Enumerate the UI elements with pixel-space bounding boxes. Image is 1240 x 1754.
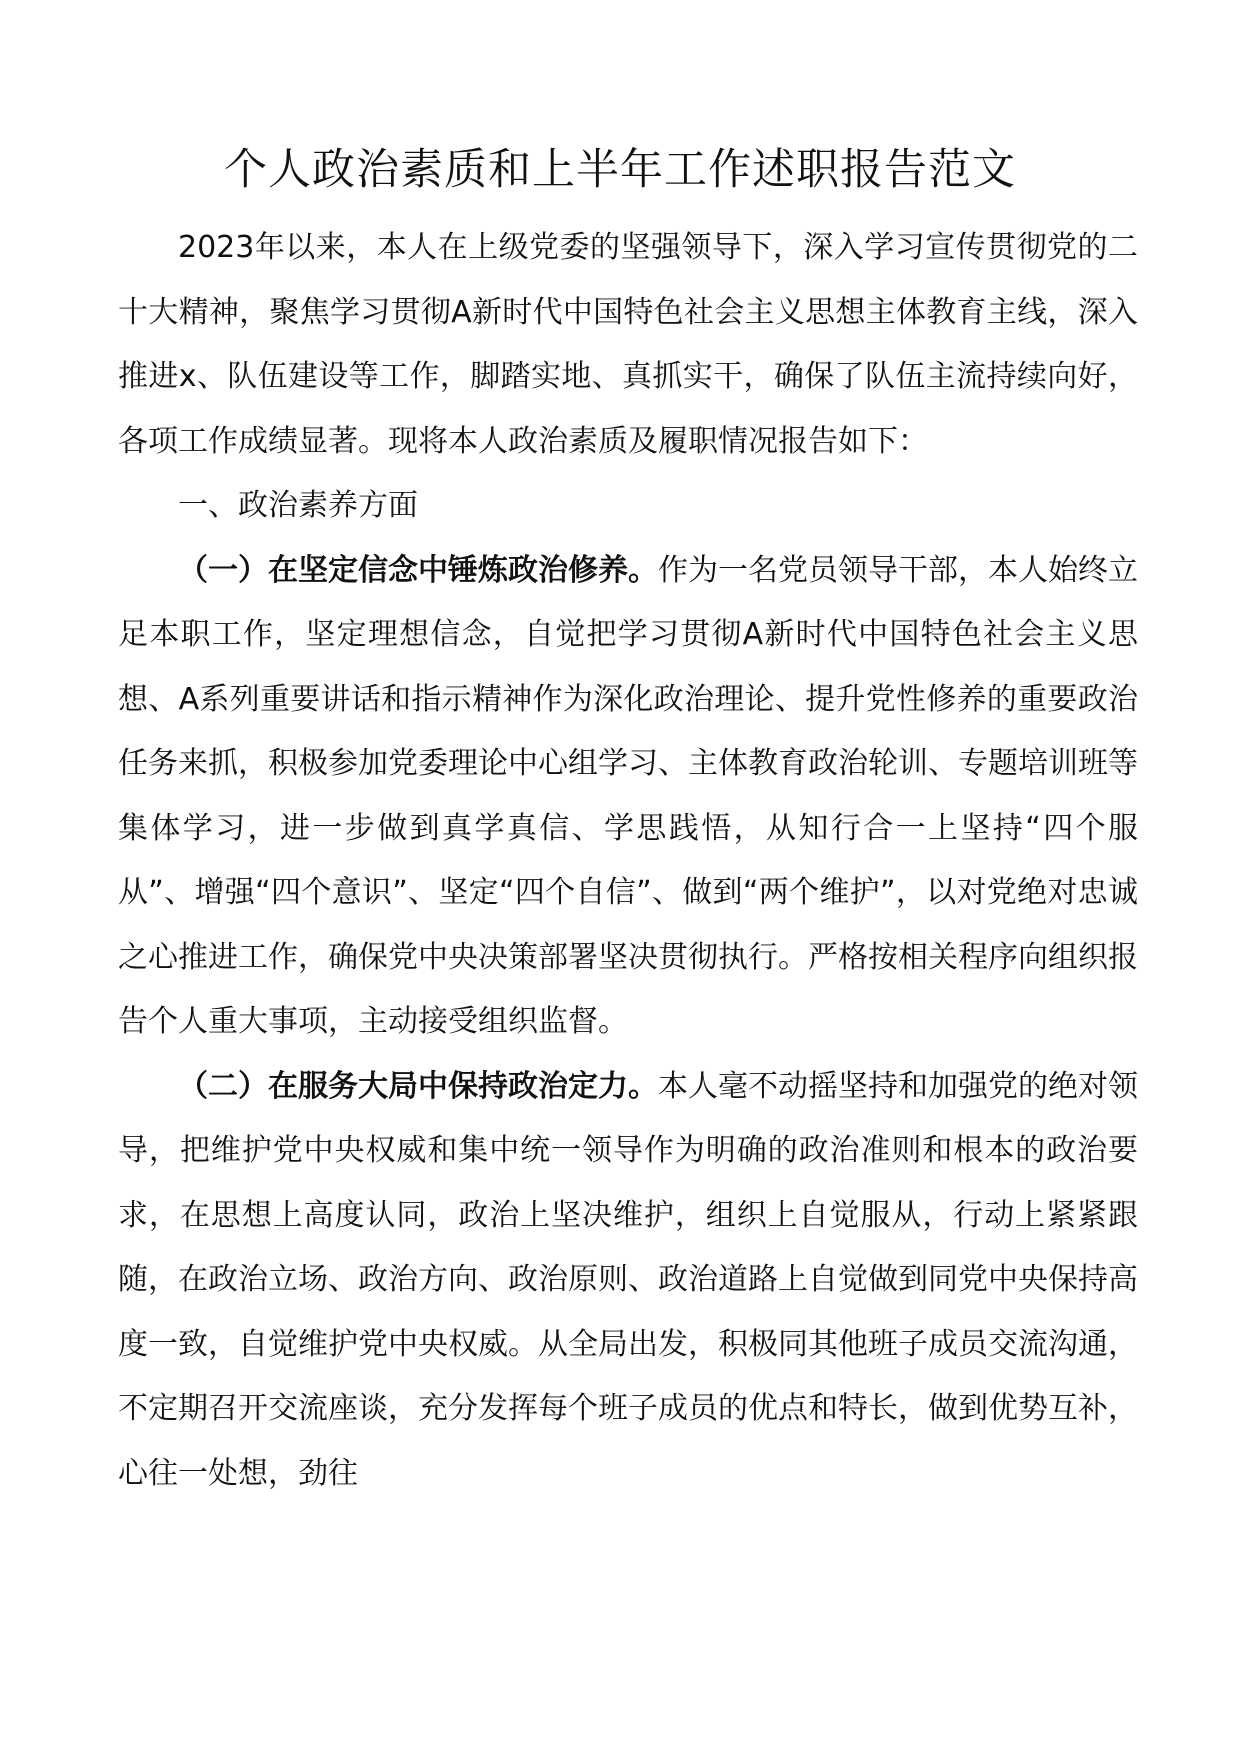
item-1-lead: （一）在坚定信念中锤炼政治修养。 bbox=[178, 552, 658, 588]
section-heading-political-quality: 一、政治素养方面 bbox=[178, 488, 418, 523]
item-2-text: 本人毫不动摇坚持和加强党的绝对领导，把维护党中央权威和集中统一领导作为明确的政治准则和根本的政治要求，在思想上高度认同，政治上坚决维护，组织上自觉服从，行动上紧紧跟随，在政治立场、政治方向、政治原则、政治道路上自觉做到同党中央保持高度一致，自觉维护党中央权威。从全局出发，积极同其他班子成员交流沟通，不定期召开交流座谈，充分发挥每个班子成员的优点和特长，做到优势互补，心往一处想，劲往 bbox=[118, 1068, 1138, 1491]
document-body bbox=[118, 216, 1138, 1506]
item-2-lead: （二）在服务大局中保持政治定力。 bbox=[178, 1068, 658, 1104]
paragraph-item-1 bbox=[118, 539, 1138, 1055]
intro-paragraph: 2023年以来，本人在上级党委的坚强领导下，深入学习宣传贯彻党的二十大精神，聚焦学习贯彻A新时代中国特色社会主义思想主体教育主线，深入推进x、队伍建设等工作，脚踏实地、真抓实干，确保了队伍主流持续向好，各项工作成绩显著。现将本人政治素质及履职情况报告如下： bbox=[118, 230, 1138, 459]
item-1-text: 作为一名党员领导干部，本人始终立足本职工作，坚定理想信念，自觉把学习贯彻A新时代中国特色社会主义思想、A系列重要讲话和指示精神作为深化政治理论、提升党性修养的重要政治任务来抓，积极参加党委理论中心组学习、主体教育政治轮训、专题培训班等集体学习，进一步做到真学真信、学思践悟，从知行合一上坚持“四个服从”、增强“四个意识”、坚定“四个自信”、做到“两个维护”，以对党绝对忠诚之心推进工作，确保党中央决策部署坚决贯彻执行。严格按相关程序向组织报告个人重大事项，主动接受组织监督。 bbox=[118, 552, 1138, 1039]
document-title: 个人政治素质和上半年工作述职报告范文 bbox=[224, 145, 1016, 195]
paragraph-item-2 bbox=[118, 1055, 1138, 1507]
